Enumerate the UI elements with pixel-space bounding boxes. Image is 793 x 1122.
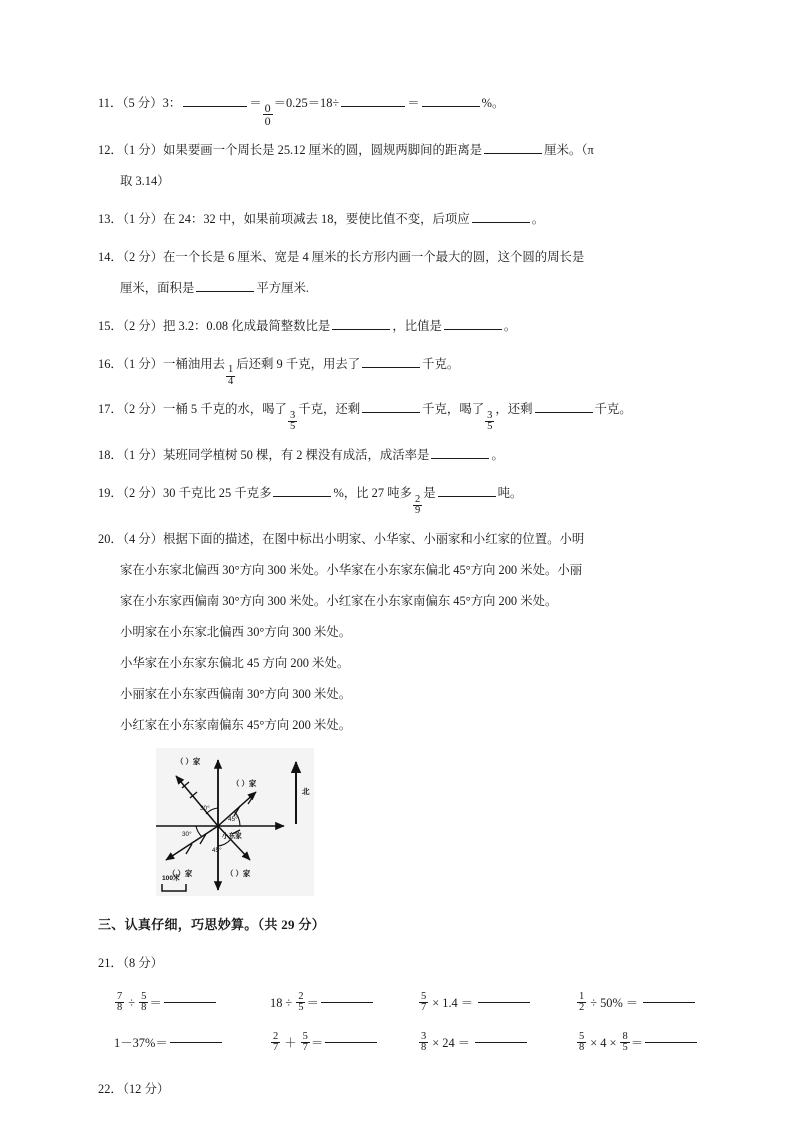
calc3-operator: × xyxy=(432,995,440,1010)
calc3-trail: 1.4 xyxy=(442,995,458,1010)
q15-text-c: 。 xyxy=(503,318,517,333)
scale-label: 100米 xyxy=(162,874,180,882)
calc1-answer-blank[interactable] xyxy=(164,1002,216,1003)
ray-northwest xyxy=(176,776,218,826)
q20-text-a: 根据下面的描述，在图中标出小明家、小华家、小丽家和小红家的位置。小明 xyxy=(163,531,585,546)
q20-line2: 家在小东家北偏西 30°方向 300 米处。小华家在小东家东偏北 45°方向 200 米处。小丽 xyxy=(120,562,583,577)
question-19: 19．（2 分）30 千克比 25 千克多 %，比 27 吨多 $\frac{2}{9}$ 是 吨。 xyxy=(98,486,523,517)
q19-blank-1[interactable] xyxy=(273,496,331,497)
q11-fraction: $\frac{0}{0}$ xyxy=(264,101,271,129)
q18-number: 18 xyxy=(98,448,111,463)
calc-item-7 xyxy=(418,1026,576,1060)
calc1-fraction-2: $\frac{5}{8}$ xyxy=(141,990,147,1014)
house-label-nw[interactable]: （ ）家 xyxy=(176,756,201,766)
calc1-equals: ＝ xyxy=(149,995,162,1010)
calc2-fraction: $\frac{2}{5}$ xyxy=(298,990,304,1014)
calc-item-3 xyxy=(418,986,576,1020)
calc6-equals: ＝ xyxy=(310,1035,324,1050)
question-16: 16．（1 分）一桶油用去 $\frac{1}{4}$ 后还剩 9 千克，用去了 千克。 xyxy=(98,356,460,387)
arc-45-south xyxy=(218,839,231,846)
q19-blank-2[interactable] xyxy=(438,496,496,497)
q13-points: （1 分） xyxy=(122,211,164,226)
q12-text-b: 厘米。（π xyxy=(544,142,594,157)
q14-number: 14 xyxy=(98,249,111,264)
angle-label-45-east: 45° xyxy=(228,815,238,823)
calc-item-2 xyxy=(270,986,418,1020)
scale-bar xyxy=(162,884,186,891)
direction-position-diagram xyxy=(156,748,314,896)
calc-item-6 xyxy=(270,1026,418,1060)
north-label: 北 xyxy=(302,786,310,796)
calc3-equals: ＝ xyxy=(460,995,474,1010)
section-heading-three: 三、认真仔细，巧思妙算。（共 29 分） xyxy=(98,916,325,932)
q11-tail-a: ＝ xyxy=(249,96,262,110)
question-21: 21．（8 分） xyxy=(98,955,164,970)
q11-blank-1[interactable] xyxy=(183,106,247,107)
q22-number: 22 xyxy=(98,1081,111,1096)
q15-points: （2 分） xyxy=(122,318,164,333)
q20-number: 20 xyxy=(98,531,111,546)
q14-blank-1[interactable] xyxy=(196,291,254,292)
q13-text-b: 。 xyxy=(531,211,545,226)
question-15: 15．（2 分）把 3.2：0.08 化成最简整数比是 ，比值是 。 xyxy=(98,318,517,333)
q17-text-c: 千克，喝了 xyxy=(422,402,485,417)
q11-points: （5 分） xyxy=(122,96,163,110)
calc7-equals: ＝ xyxy=(457,1035,471,1050)
q21-number: 21 xyxy=(98,955,111,970)
q20-line4: 小明家在小东家北偏西 30°方向 300 米处。 xyxy=(120,624,352,639)
q17-fraction-2: $\frac{3}{5}$ xyxy=(487,409,493,433)
q17-number: 17 xyxy=(98,402,111,417)
q19-text-b: %，比 27 吨多 xyxy=(333,486,412,501)
house-label-se[interactable]: （ ）家 xyxy=(226,868,251,878)
q19-points: （2 分） xyxy=(122,486,164,501)
q11-tail-b: ＝0.25＝18÷ xyxy=(273,96,340,110)
calc-item-8 xyxy=(576,1026,732,1060)
q17-text-d: ，还剩 xyxy=(495,402,533,417)
calc4-trail: 50% xyxy=(600,995,623,1010)
calc2-operator: ÷ xyxy=(285,995,293,1010)
q20-line5: 小华家在小东家东偏北 45 方向 200 米处。 xyxy=(120,655,350,670)
q17-blank-2[interactable] xyxy=(535,412,593,413)
calc2-answer-blank[interactable] xyxy=(321,1002,373,1003)
question-18: 18．（1 分）某班同学植树 50 棵，有 2 棵没有成活，成活率是 。 xyxy=(98,448,504,463)
q14-points: （2 分） xyxy=(122,249,164,264)
calc8-equals: ＝ xyxy=(630,1035,644,1050)
calc8-fraction-1: $\frac{5}{8}$ xyxy=(579,1030,585,1054)
q18-points: （1 分） xyxy=(122,448,164,463)
calc3-answer-blank[interactable] xyxy=(478,1002,530,1003)
q14-line2-b: 平方厘米. xyxy=(256,280,310,295)
calc-item-4 xyxy=(576,986,732,1020)
q12-line2: 取 3.14） xyxy=(120,173,170,188)
q13-number: 13 xyxy=(98,211,111,226)
calc7-trail: 24 xyxy=(442,1035,455,1050)
calc7-fraction: $\frac{3}{8}$ xyxy=(421,1030,427,1054)
calc3-fraction: $\frac{5}{7}$ xyxy=(421,990,427,1014)
calc8-operator-2: × xyxy=(609,1035,617,1050)
q11-blank-2[interactable] xyxy=(341,106,405,107)
q20-points: （4 分） xyxy=(122,531,164,546)
calc7-operator: × xyxy=(432,1035,440,1050)
q15-text-a: 把 3.2：0.08 化成最简整数比是 xyxy=(163,318,331,333)
calc5-answer-blank[interactable] xyxy=(170,1042,222,1043)
q17-blank-1[interactable] xyxy=(362,412,420,413)
q17-text-b: 千克，还剩 xyxy=(298,402,361,417)
calc-item-5 xyxy=(114,1026,270,1060)
q21-points: （8 分） xyxy=(122,955,164,970)
calc5-lead: 1－37% xyxy=(114,1035,156,1050)
question-22: 22．（12 分） xyxy=(98,1081,170,1096)
q16-text-a: 一桶油用去 xyxy=(163,356,225,371)
calc2-lead: 18 xyxy=(270,995,283,1010)
house-label-ne[interactable]: （ ）家 xyxy=(232,778,257,788)
calc4-fraction: $\frac{1}{2}$ xyxy=(579,990,585,1014)
calc6-fraction-2: $\frac{5}{7}$ xyxy=(302,1030,308,1054)
q16-points: （1 分） xyxy=(122,356,164,371)
angle-label-45-south: 45° xyxy=(212,846,222,854)
q19-number: 19 xyxy=(98,486,111,501)
q11-lead: 3： xyxy=(162,96,182,110)
q12-blank-1[interactable] xyxy=(484,153,542,154)
calc4-answer-blank[interactable] xyxy=(643,1002,695,1003)
question-17: 17．（2 分）一桶 5 千克的水，喝了 $\frac{3}{5}$ 千克，还剩 千克，喝了 $\frac{3}{5}$ ，还剩 千克。 xyxy=(98,402,632,433)
q15-blank-2[interactable] xyxy=(444,329,502,330)
arc-30-west xyxy=(196,826,202,837)
calc4-equals: ＝ xyxy=(625,995,639,1010)
calculation-grid xyxy=(98,986,716,1060)
q11-blank-3[interactable] xyxy=(422,106,480,107)
calc8-fraction-2: $\frac{8}{5}$ xyxy=(622,1030,628,1054)
q15-blank-1[interactable] xyxy=(332,329,390,330)
q14-line2 xyxy=(98,273,716,304)
q19-text-a: 30 千克比 25 千克多 xyxy=(163,486,272,501)
ray-southeast xyxy=(218,826,250,860)
worksheet-content xyxy=(98,88,716,1112)
question-14: 14．（2 分）在一个长是 6 厘米、宽是 4 厘米的长方形内画一个最大的圆，这个圆的周长是 厘米，面积是 平方厘米. xyxy=(98,242,716,304)
angle-label-30-north: 30° xyxy=(200,804,210,812)
calc2-equals: ＝ xyxy=(306,995,319,1010)
q16-number: 16 xyxy=(98,356,111,371)
q17-fraction-1: $\frac{3}{5}$ xyxy=(289,409,296,433)
calc8-trail: 4 xyxy=(600,1035,607,1050)
q18-text-b: 。 xyxy=(491,448,504,463)
house-label-sw[interactable]: （ ）家 xyxy=(168,868,193,878)
q16-text-c: 千克。 xyxy=(422,356,460,371)
q14-line2-a: 厘米，面积是 xyxy=(120,280,195,295)
q13-blank-1[interactable] xyxy=(472,222,530,223)
calc1-operator: ÷ xyxy=(128,995,136,1010)
calc6-fraction-1: $\frac{2}{7}$ xyxy=(273,1030,279,1054)
q15-number: 15 xyxy=(98,318,111,333)
q13-text-a: 在 24：32 中，如果前项减去 18，要使比值不变，后项应 xyxy=(163,211,470,226)
question-11: 11．（5 分）3： ＝ $\frac{0}{0}$ ＝0.25＝18÷ ＝ %。 xyxy=(98,96,505,129)
angle-label-30-west: 30° xyxy=(182,830,192,838)
q16-blank-1[interactable] xyxy=(362,367,420,368)
question-13: 13．（1 分）在 24：32 中，如果前项减去 18，要使比值不变，后项应 。 xyxy=(98,211,545,226)
calc8-operator-1: × xyxy=(590,1035,598,1050)
q16-fraction: $\frac{1}{4}$ xyxy=(228,363,234,387)
question-12: 12．（1 分）如果要画一个周长是 25.12 厘米的圆，圆规两脚间的距离是 厘米。（π 取 3.14） xyxy=(98,135,716,197)
q19-text-d: 吨。 xyxy=(497,486,523,501)
center-label: 小东家 xyxy=(222,832,242,840)
q18-blank-1[interactable] xyxy=(431,458,489,459)
calc1-fraction-1: $\frac{7}{8}$ xyxy=(117,990,123,1014)
q11-tail-c: ＝ xyxy=(407,96,420,110)
q17-text-e: 千克。 xyxy=(594,402,632,417)
q20-line6: 小丽家在小东家西偏南 30°方向 300 米处。 xyxy=(120,686,352,701)
calc-item-1 xyxy=(114,986,270,1020)
q19-text-c: 是 xyxy=(423,486,436,501)
q11-number: 11 xyxy=(98,96,110,110)
q17-points: （2 分） xyxy=(122,402,164,417)
q12-points: （1 分） xyxy=(122,142,164,157)
question-20: 20．（4 分）根据下面的描述，在图中标出小明家、小华家、小丽家和小红家的位置。小明 家在小东家北偏西 30°方向 300 米处。小华家在小东家东偏北 45°方向 200 米处。小丽 家在小东家西偏南 30°方向 300 米处。小红家在小东家南偏东 45°方向 200 米处。 小明家在小东家北偏西 30°方向 300 米处。 小华家在小东家东偏北 45 方向 200 米处。 小丽家在小东家西偏南 30°方向 300 米处。 小红家在小东家南偏东 45°方向 200 米处。 xyxy=(98,524,716,741)
calc5-equals: ＝ xyxy=(155,1035,168,1050)
calc6-operator: ＋ xyxy=(284,1035,297,1050)
calc6-answer-blank[interactable] xyxy=(325,1042,377,1043)
calc7-answer-blank[interactable] xyxy=(475,1042,527,1043)
diagram-svg xyxy=(156,748,314,896)
q20-line3: 家在小东家西偏南 30°方向 300 米处。小红家在小东家南偏东 45°方向 200 米处。 xyxy=(120,593,558,608)
q12-text-a: 如果要画一个周长是 25.12 厘米的圆，圆规两脚间的距离是 xyxy=(163,142,483,157)
q22-points: （12 分） xyxy=(122,1081,170,1096)
q12-number: 12 xyxy=(98,142,111,157)
calc4-operator: ÷ xyxy=(590,995,598,1010)
ray-southwest xyxy=(166,826,218,860)
q14-text-a: 在一个长是 6 厘米、宽是 4 厘米的长方形内画一个最大的圆，这个圆的周长是 xyxy=(163,249,585,264)
q15-text-b: ，比值是 xyxy=(392,318,442,333)
q18-text-a: 某班同学植树 50 棵，有 2 棵没有成活，成活率是 xyxy=(163,448,430,463)
q17-text-a: 一桶 5 千克的水，喝了 xyxy=(163,402,287,417)
q11-tail-d: %。 xyxy=(481,96,505,110)
calc8-answer-blank[interactable] xyxy=(645,1042,697,1043)
q20-line7: 小红家在小东家南偏东 45°方向 200 米处。 xyxy=(120,717,352,732)
q19-fraction: $\frac{2}{9}$ xyxy=(414,493,421,517)
figure-container xyxy=(98,748,716,896)
q16-text-b: 后还剩 9 千克，用去了 xyxy=(236,356,361,371)
